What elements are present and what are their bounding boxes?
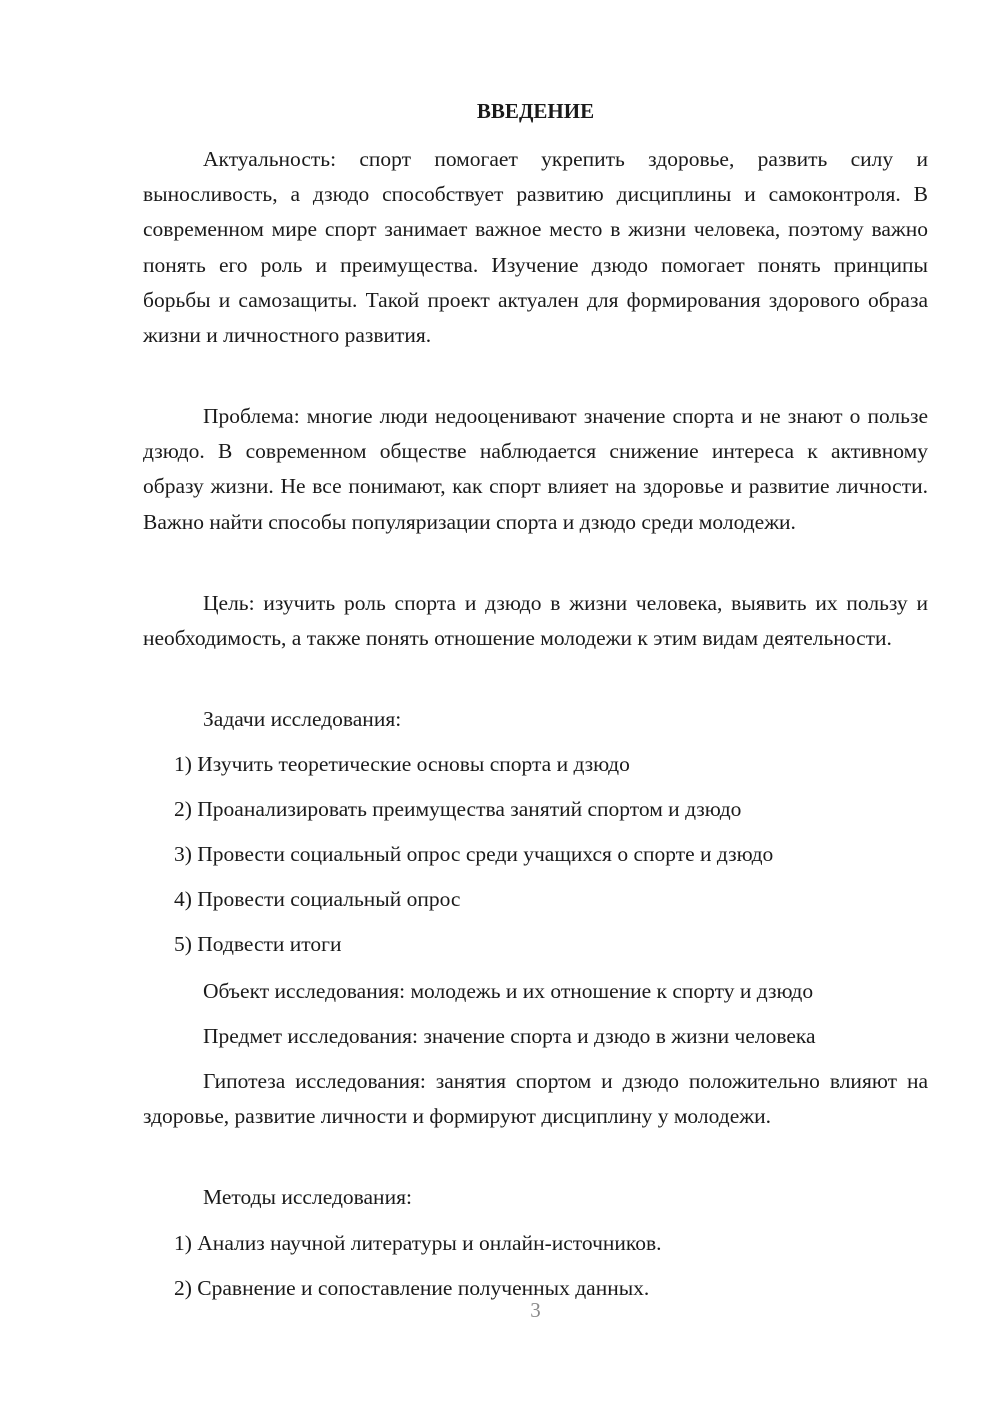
task-item-1: 1) Изучить теоретические основы спорта и дзюдо [174,752,630,776]
goal-paragraph: Цель: изучить роль спорта и дзюдо в жизни человека, выявить их пользу и необходимость, а также понять отношение молодежи к этим видам деятельности. [143,591,928,651]
hypothesis-paragraph: Гипотеза исследования: занятия спортом и дзюдо положительно влияют на здоровье, развитие личности и формируют дисциплину у молодежи. [143,1069,928,1129]
task-item-2: 2) Проанализировать преимущества занятий спортом и дзюдо [174,797,742,821]
research-object: Объект исследования: молодежь и их отношение к спорту и дзюдо [203,979,814,1003]
page-number: 3 [530,1298,541,1322]
method-item-2: 2) Сравнение и сопоставление полученных данных. [174,1276,650,1300]
relevance-paragraph: Актуальность: спорт помогает укрепить здоровье, развить силу и выносливость, а дзюдо способствует развитию дисциплины и самоконтроля. В современном мире спорт занимает важное место в жизни человека, поэтому важно понять его роль и преимущества. Изучение дзюдо помогает понять принципы борьбы и самозащиты. Такой проект актуален для формирования здорового образа жизни и личностного развития. [143,147,928,348]
task-item-5: 5) Подвести итоги [174,932,342,956]
problem-paragraph: Проблема: многие люди недооценивают значение спорта и не знают о пользе дзюдо. В современном обществе наблюдается снижение интереса к активному образу жизни. Не все понимают, как спорт влияет на здоровье и развитие личности. Важно найти способы популяризации спорта и дзюдо среди молодежи. [143,404,928,534]
task-item-4: 4) Провести социальный опрос [174,887,461,911]
research-subject: Предмет исследования: значение спорта и дзюдо в жизни человека [203,1024,816,1048]
method-item-1: 1) Анализ научной литературы и онлайн-источников. [174,1231,662,1255]
document-page [143,0,928,1414]
methods-heading: Методы исследования: [203,1185,412,1209]
tasks-heading: Задачи исследования: [203,707,402,731]
task-item-3: 3) Провести социальный опрос среди учащихся о спорте и дзюдо [174,842,774,866]
page-title: ВВЕДЕНИЕ [476,99,595,123]
